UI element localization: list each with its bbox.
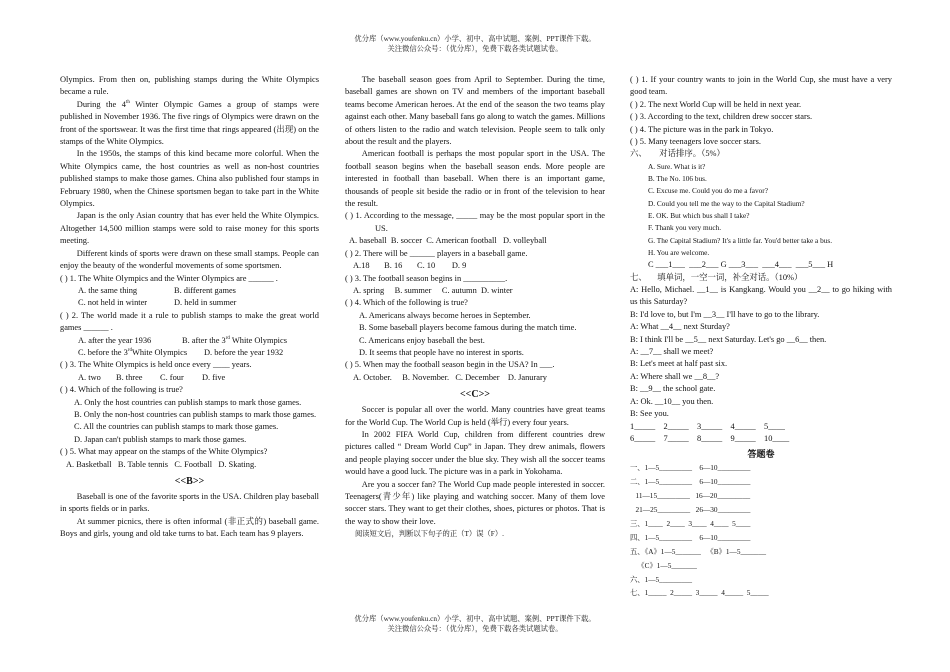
footer-line-2: 关注微信公众号：（优分库），免费下载各类试题试卷。	[387, 623, 563, 633]
dialogue-line: B: __9__ the school gate.	[630, 384, 716, 394]
question-c2: ( ) 2. The next World Cup will be held in next year.	[630, 99, 802, 109]
dialogue-line: A: Where shall we __8__?	[630, 371, 720, 381]
question-b4-option-d: D. It seems that people have no interest in sports.	[359, 347, 524, 357]
passage-b-paragraph-3: The baseball season goes from April to September. During the time, baseball games are shown on TV and members of the important baseball teams become American heroes. At the end of the season the two teams play against each other. Many baseball fans go along to watch the games. Millions of others listen to the radio and watch television. People seem to talk only about the result and the players.	[345, 75, 605, 147]
question-a4-option-d: D. Japan can't publish stamps to mark those games.	[74, 434, 247, 444]
header-line-2: 关注微信公众号：（优分库），免费下载各类试题试卷。	[387, 43, 563, 53]
question-a4-option-c: C. All the countries can publish stamps to mark those games.	[74, 422, 279, 432]
dialogue-line: A: Ok. __10__ you then.	[630, 396, 714, 406]
section-6-heading: 六、 对话排序。（5%）	[630, 149, 725, 159]
passage-b-paragraph-1: Baseball is one of the favorite sports in the USA. Children play baseball in sports fields or in parks.	[60, 492, 319, 514]
page-header	[0, 34, 950, 53]
dialogue-line: B: See you.	[630, 409, 669, 419]
answer-sheet-row: 二、1—5_________ 6—10_________	[630, 477, 751, 487]
answer-sheet-row: 七、1_____ 2_____ 3_____ 4_____ 5_____	[630, 588, 769, 598]
question-c4: ( ) 4. The picture was in the park in Tokyo.	[630, 124, 774, 134]
column-1	[60, 74, 319, 541]
question-b4-option-b: B. Some baseball players become famous during the match time.	[359, 323, 577, 333]
header-line-1: 优分库（www.youfenku.cn）小学、初中、高中试题、案例、PPT课件下载。	[354, 34, 596, 43]
dialogue-sentence: H. You are welcome.	[648, 247, 710, 257]
question-b4-option-c: C. Americans enjoy baseball the best.	[359, 335, 485, 345]
dialogue-order-blanks: C ___1___ ___2___ G ___3___ ___4___ ___5___ H	[648, 260, 834, 270]
dialogue-sentence: G. The Capital Stadium? It's a little far. You'd better take a bus.	[648, 235, 833, 245]
question-b1: ( ) 1. According to the message, _____ may be the most popular sport in the US.	[345, 211, 605, 233]
question-c5: ( ) 5. Many teenagers love soccer stars.	[630, 137, 761, 147]
dialogue-sentence: F. Thank you very much.	[648, 223, 722, 233]
question-a3: ( ) 3. The White Olympics is held once every ____ years.	[60, 360, 252, 370]
question-a4-option-a: A. Only the host countries can publish stamps to mark those games.	[74, 397, 302, 407]
dialogue-line: A: __7__ shall we meet?	[630, 347, 714, 357]
question-a2-options-row1: A. after the year 1936 B. after the 3rd White Olympics	[78, 335, 287, 345]
dialogue-line: A: What __4__ next Sturday?	[630, 322, 730, 332]
passage-c-paragraph-2: In 2002 FIFA World Cup, children from different countries drew pictures called “ Dream World Cup” in Japan. They drew animals, flowers and people playing soccer under the blue sky. They wish all the soccer teams would have a good luck. The picture was in a park in Yokohama.	[345, 429, 605, 477]
answer-blanks-row-2: 6_____ 7_____ 8_____ 9_____ 10____	[630, 433, 790, 443]
passage-a-paragraph-2: During the 4th Winter Olympic Games a group of stamps were published in November 1936. The five rings of Olympics were drawn on the front of the sportswear. It was the first time that rings appeared (出现) on the stamps of the White Olympics.	[60, 99, 319, 147]
passage-a-paragraph-4: Japan is the only Asian country that has ever held the White Olympics. Altogether 14,500 million stamps were sold to raise money for this sports meeting.	[60, 211, 319, 246]
passage-c-paragraph-3: Are you a soccer fan? The World Cup made people interested in soccer. Teenagers(青少年) like playing and watching soccer. Many of them love soccer stars. They want to get their clothes, shoes, pictures or photos. That is the way to show their love.	[345, 479, 605, 526]
question-b4-option-a: A. Americans always become heroes in September.	[359, 310, 531, 320]
answer-sheet-row: 六、1—5_________	[630, 574, 693, 584]
dialogue-sentences	[630, 161, 892, 259]
question-a1: ( ) 1. The White Olympics and the Winter Olympics are ______ .	[60, 273, 278, 283]
dialogue-sentence: D. Could you tell me the way to the Capital Stadium?	[648, 198, 805, 208]
answer-sheet-row: 三、1____ 2____ 3____ 4____ 5____	[630, 518, 751, 528]
section-b-heading: <<B>>	[174, 476, 205, 487]
question-c3: ( ) 3. According to the text, children drew soccer stars.	[630, 112, 813, 122]
passage-c-instruction: 阅读短文后，判断以下句子的正（T）误（F）.	[355, 529, 504, 539]
answer-sheet-row: 《C》1—5_______	[630, 560, 697, 570]
question-a1-options-row1: A. the same thing B. different games	[78, 285, 236, 295]
passage-a-paragraph-3: In the 1950s, the stamps of this kind became more colorful. When the White Olympics came, the host countries as well as non-host countries published stamps to make those games. China also published four stamps in February 1980, when the Chinese sportsmen began to take part in the White Olympics.	[60, 149, 319, 209]
question-c1: ( ) 1. If your country wants to join in the World Cup, she must have a very good team.	[630, 75, 892, 97]
page-footer	[0, 614, 950, 633]
question-a4: ( ) 4. Which of the following is true?	[60, 385, 183, 395]
question-b3-options: A. spring B. summer C. autumn D. winter	[353, 285, 513, 295]
question-b2: ( ) 2. There will be ______ players in a baseball game.	[345, 248, 528, 258]
passage-a-paragraph-5: Different kinds of sports were drawn on these small stamps. People can enjoy the beauty of the wonderful movements of some sportsmen.	[60, 248, 319, 271]
question-b3: ( ) 3. The football season begins in __________.	[345, 273, 508, 283]
section-7-heading: 七、 填单词，一空一词，补全对话。（10%）	[630, 272, 803, 282]
dialogue-line: A: Hello, Michael. __1__ is Kangkang. Would you __2__ to go hiking with us this Saturday?	[630, 285, 892, 307]
question-a1-options-row2: C. not held in winter D. held in summer	[78, 298, 237, 308]
column-3	[630, 74, 892, 600]
question-a5-options: A. Basketball B. Table tennis C. Football D. Skating.	[66, 459, 257, 469]
dialogue-sentence: B. The No. 106 bus.	[648, 174, 707, 184]
question-b5: ( ) 5. When may the football season begin in the USA? In ___.	[345, 360, 555, 370]
footer-line-1: 优分库（www.youfenku.cn）小学、初中、高中试题、案例、PPT课件下载。	[354, 614, 596, 623]
question-a5: ( ) 5. What may appear on the stamps of the White Olympics?	[60, 447, 268, 457]
dialogue-sentence: E. OK. But which bus shall I take?	[648, 211, 750, 221]
answer-sheet-row: 11—15_________ 16—20_________	[630, 491, 751, 501]
question-a3-options: A. two B. three C. four D. five	[78, 372, 226, 382]
answer-sheet-row: 一、1—5_________ 6—10_________	[630, 463, 751, 473]
passage-a-paragraph-1: Olympics. From then on, publishing stamps during the White Olympics became a rule.	[60, 75, 319, 97]
passage-b-paragraph-2: At summer picnics, there is often informal (非正式的) baseball game. Boys and girls, young and old take turns to bat. Each team has 9 players.	[60, 516, 319, 539]
answer-sheet	[630, 461, 892, 600]
question-b4: ( ) 4. Which of the following is true?	[345, 298, 468, 308]
question-a4-option-b: B. Only the non-host countries can publish stamps to mark those games.	[74, 409, 317, 419]
column-2	[345, 74, 605, 541]
question-b5-options: A. October. B. November. C. December D. Janurary	[353, 372, 547, 382]
dialogue-line: B: I'd love to, but I'm __3__ I'll have to go to the library.	[630, 309, 820, 319]
section-c-heading: <<C>>	[459, 389, 490, 401]
question-a2-options-row2: C. before the 3rdWhite Olympics D. before the year 1932	[78, 347, 284, 357]
passage-b-paragraph-4: American football is perhaps the most popular sport in the USA. The football season begins when the baseball season ends. More people are interested in football than baseball. When there is an important game, thousands of people sit beside the radio or in front of the television to hear the result.	[345, 149, 605, 209]
question-b2-options: A.18 B. 16 C. 10 D. 9	[353, 261, 467, 271]
question-b1-options: A. baseball B. soccer C. American football D. volleyball	[349, 236, 547, 246]
answer-sheet-row: 21—25_________ 26—30_________	[630, 505, 751, 515]
answer-sheet-row: 五、《A》1—5_______ 《B》1—5_______	[630, 546, 767, 556]
answer-sheet-row: 四、1—5_________ 6—10_________	[630, 532, 751, 542]
dialogue-sentence: C. Excuse me. Could you do me a favor?	[648, 186, 768, 196]
answer-sheet-title: 答题卷	[747, 449, 775, 460]
passage-c-paragraph-1: Soccer is popular all over the world. Many countries have great teams for the World Cup. The World Cup is held (举行) every four years.	[345, 405, 605, 427]
question-a2: ( ) 2. The world made it a rule to publish stamps to make the great world games ______ .	[60, 310, 319, 333]
dialogue-line: B: I think I'll be __5__ next Saturday. Let's go __6__ then.	[630, 334, 827, 344]
dialogue-line: B: Let's meet at half past six.	[630, 359, 728, 369]
dialogue-sentence: A. Sure. What is it?	[648, 161, 706, 171]
answer-blanks-row-1: 1_____ 2_____ 3_____ 4_____ 5____	[630, 421, 785, 431]
